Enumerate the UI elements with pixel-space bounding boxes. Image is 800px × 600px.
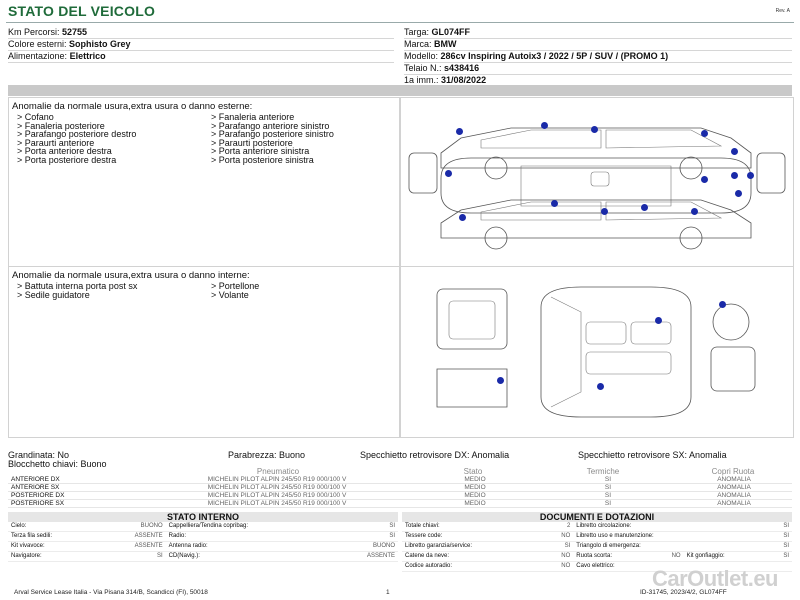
interior-list-col1 <box>17 282 137 299</box>
windshield-status: Parabrezza: Buono <box>228 450 306 460</box>
list-item: > Cofano <box>17 112 54 122</box>
table-row: Catene da neve: NO Ruota scorta: NO Kit gonfiaggio: SI <box>402 552 792 562</box>
interior-anomalies-panel <box>8 266 400 438</box>
state-header: Stato <box>463 467 483 476</box>
exterior-heading: Anomalie da normale usura,extra usura o danno esterne: <box>12 101 253 112</box>
section-band <box>8 85 792 96</box>
list-item: > Paraurti posteriore <box>211 137 293 148</box>
winter-header: Termiche <box>586 467 620 476</box>
documents-title: DOCUMENTI E DOTAZIONI <box>402 512 792 522</box>
key-lock-status: Blocchetto chiavi: Buono <box>8 459 107 469</box>
interior-state-table <box>8 522 398 562</box>
damage-marker-icon <box>456 128 463 135</box>
damage-marker-icon <box>701 176 708 183</box>
damage-marker-icon <box>541 122 548 129</box>
mirror-dx-status: Specchietto retrovisore DX: Anomalia <box>360 450 510 460</box>
damage-marker-icon <box>591 126 598 133</box>
damage-marker-icon <box>735 190 742 197</box>
mirror-sx-status: Specchietto retrovisore SX: Anomalia <box>578 450 727 460</box>
chassis-field: Telaio N.: s438416 <box>404 63 792 75</box>
table-row: POSTERIORE DX MICHELIN PILOT ALPIN 245/50 R19 000/100 V MEDIO SI ANOMALIA <box>8 492 792 500</box>
table-row: Cielo: BUONO Cappelliera/Tendina copribag: SI <box>8 522 398 532</box>
table-row: Codice autoradio: NO Cavo elettrico: <box>402 562 792 572</box>
list-item: > Porta posteriore sinistra <box>211 154 314 165</box>
table-row: Terza fila sedili: ASSENTE Radio: SI <box>8 532 398 542</box>
car-exterior-drawing <box>401 98 793 266</box>
header-divider <box>6 22 794 23</box>
list-item: > Parafango posteriore sinistro <box>211 129 334 140</box>
list-item: > Porta anteriore destra <box>17 146 112 157</box>
vehicle-info-left <box>8 27 394 63</box>
revision-label: Rev. A <box>775 8 790 14</box>
damage-marker-icon <box>597 383 604 390</box>
list-item: > Porta posteriore destra <box>17 154 117 165</box>
interior-state-section <box>8 512 398 562</box>
damage-marker-icon <box>747 172 754 179</box>
tyre-table <box>8 476 792 508</box>
list-item: > Volante <box>211 289 249 300</box>
list-item: > Paraurti anteriore <box>17 137 95 148</box>
exterior-list-col2 <box>211 113 334 165</box>
damage-marker-icon <box>731 172 738 179</box>
table-row: ANTERIORE SX MICHELIN PILOT ALPIN 245/50 R19 000/100 V MEDIO SI ANOMALIA <box>8 484 792 492</box>
brand-field: Marca: BMW <box>404 39 792 51</box>
list-item: > Fanaleria posteriore <box>17 120 105 131</box>
damage-marker-icon <box>601 208 608 215</box>
table-row: Navigatore: SI CD(Navig.): ASSENTE <box>8 552 398 562</box>
list-item: > Battuta interna porta post sx <box>17 281 138 291</box>
model-field: Modello: 286cv Inspiring Autoix3 / 2022 / 5P / SUV / (PROMO 1) <box>404 51 792 63</box>
damage-marker-icon <box>655 317 662 324</box>
documents-section <box>402 512 792 572</box>
footer-page-number: 1 <box>386 589 390 596</box>
interior-heading: Anomalie da normale usura,extra usura o danno interne: <box>12 270 250 281</box>
damage-marker-icon <box>445 170 452 177</box>
exterior-list-col1 <box>17 113 136 165</box>
hail-status: Grandinata: No <box>8 450 70 460</box>
hubcap-header: Copri Ruota <box>711 467 755 476</box>
tyre-section <box>8 467 792 508</box>
tyre-header: Pneumatico <box>256 467 300 476</box>
table-row: POSTERIORE SX MICHELIN PILOT ALPIN 245/50 R19 000/100 V MEDIO SI ANOMALIA <box>8 500 792 508</box>
damage-marker-icon <box>719 301 726 308</box>
km-field: Km Percorsi: 52755 <box>8 27 394 39</box>
exterior-anomalies-panel <box>8 97 400 267</box>
list-item: > Porta anteriore sinistra <box>211 146 310 157</box>
vehicle-info-right <box>404 27 792 87</box>
table-row: Totale chiavi: 2 Libretto circolazione: SI <box>402 522 792 532</box>
page-title: STATO DEL VEICOLO <box>8 3 156 19</box>
documents-table <box>402 522 792 572</box>
table-row: ANTERIORE DX MICHELIN PILOT ALPIN 245/50 R19 000/100 V MEDIO SI ANOMALIA <box>8 476 792 484</box>
damage-marker-icon <box>459 214 466 221</box>
footer-reference: ID-31745, 2023/4/2, GL074FF <box>640 589 727 596</box>
watermark-logo: CarOutlet.eu <box>651 566 778 591</box>
damage-marker-icon <box>691 208 698 215</box>
list-item: > Parafango anteriore sinistro <box>211 120 330 131</box>
color-field: Colore esterni: Sophisto Grey <box>8 39 394 51</box>
list-item: > Portellone <box>211 281 260 291</box>
list-item: > Fanaleria anteriore <box>211 112 295 122</box>
table-row: Libretto garanzia/service: SI Triangolo di emergenza: SI <box>402 542 792 552</box>
list-item: > Sedile guidatore <box>17 289 90 300</box>
damage-marker-icon <box>701 130 708 137</box>
table-row: Tessere code: NO Libretto uso e manutenzione: SI <box>402 532 792 542</box>
damage-marker-icon <box>551 200 558 207</box>
footer-company: Arval Service Lease Italia - Via Pisana 314/B, Scandicci (FI), 50018 <box>14 589 208 596</box>
car-interior-drawing <box>401 267 793 437</box>
interior-car-diagram <box>400 266 794 438</box>
registration-field: 1a imm.: 31/08/2022 <box>404 75 792 87</box>
interior-state-title: STATO INTERNO <box>8 512 398 522</box>
list-item: > Parafango posteriore destro <box>17 129 137 140</box>
table-row: Kit vivavoce: ASSENTE Antenna radio: BUONO <box>8 542 398 552</box>
exterior-car-diagram <box>400 97 794 267</box>
damage-marker-icon <box>497 377 504 384</box>
damage-marker-icon <box>731 148 738 155</box>
damage-marker-icon <box>641 204 648 211</box>
interior-list-col2 <box>211 282 259 299</box>
plate-field: Targa: GL074FF <box>404 27 792 39</box>
fuel-field: Alimentazione: Elettrico <box>8 51 394 63</box>
